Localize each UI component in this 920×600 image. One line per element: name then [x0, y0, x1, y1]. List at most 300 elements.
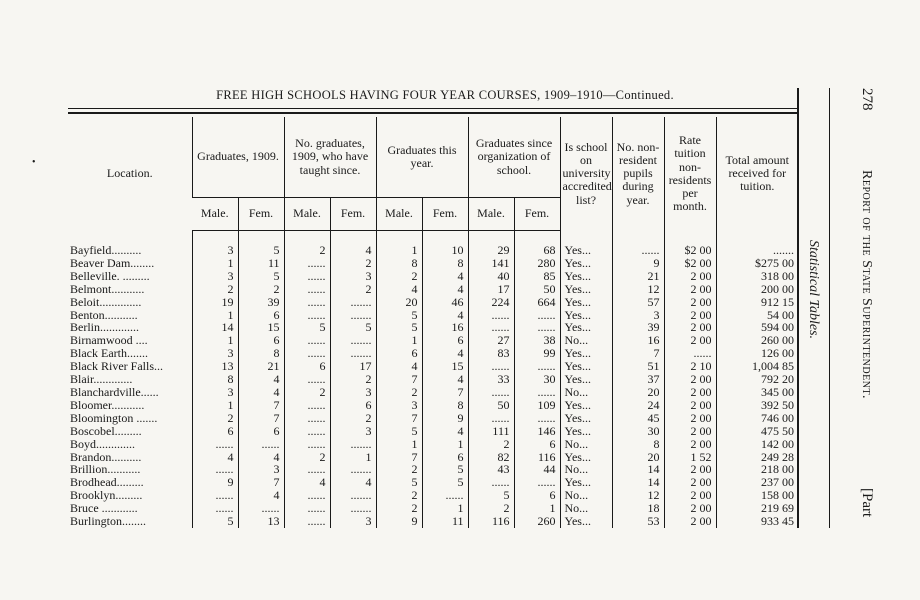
data-cell: 5	[376, 321, 422, 334]
data-cell: 141	[468, 257, 514, 270]
data-cell: ......	[514, 412, 560, 425]
data-cell: 392 50	[716, 399, 798, 412]
location-cell: Bayfield..........	[70, 244, 142, 257]
table-row	[68, 476, 798, 489]
data-cell: 2	[376, 463, 422, 476]
table-row	[68, 257, 798, 270]
data-cell: 1	[376, 438, 422, 451]
data-cell: 13	[192, 360, 238, 373]
data-cell: 5	[330, 321, 376, 334]
data-cell: 4	[330, 476, 376, 489]
margin-bullet: •	[32, 157, 36, 168]
data-cell: 5	[238, 244, 284, 257]
data-cell: 1	[192, 309, 238, 322]
data-cell: 19	[192, 296, 238, 309]
header-rate-tuition: Rate tuition non-residents per month.	[664, 117, 716, 231]
subheader-fem: Fem.	[514, 198, 560, 231]
data-cell: 2 10	[664, 360, 716, 373]
data-cell: ......	[468, 360, 514, 373]
section-label: Statistical Tables.	[806, 240, 821, 340]
data-cell: 21	[238, 360, 284, 373]
data-cell: 14	[612, 463, 664, 476]
table-row	[68, 283, 798, 296]
data-cell: 14	[612, 476, 664, 489]
data-cell: ......	[192, 489, 238, 502]
data-cell: 2 00	[664, 386, 716, 399]
data-cell: ......	[468, 412, 514, 425]
data-cell: 2	[376, 386, 422, 399]
location-cell: Belmont...........	[70, 282, 145, 296]
data-cell: 224	[468, 296, 514, 309]
location-cell: Bloomington .......	[70, 411, 158, 425]
data-cell: 9	[612, 257, 664, 270]
data-cell: 2	[192, 412, 238, 425]
data-cell: 85	[514, 270, 560, 283]
data-cell: 82	[468, 451, 514, 464]
location-cell: Boscobel.........	[70, 424, 142, 438]
data-cell: 219 69	[716, 502, 798, 515]
data-cell: 4	[422, 283, 468, 296]
header-graduates-this-year: Graduates this year.	[376, 117, 468, 198]
data-cell: 4	[238, 386, 284, 399]
data-cell: 4	[422, 373, 468, 386]
data-cell: ......	[612, 244, 664, 257]
table-row	[68, 309, 798, 322]
data-cell: 116	[514, 451, 560, 464]
data-cell: 2 00	[664, 373, 716, 386]
table-row	[68, 270, 798, 283]
data-cell: 5	[376, 425, 422, 438]
location-cell: Black River Falls...	[70, 360, 163, 374]
data-cell: 38	[514, 334, 560, 347]
data-cell: 5	[238, 270, 284, 283]
data-cell: 594 00	[716, 321, 798, 334]
data-cell: 318 00	[716, 270, 798, 283]
data-cell: 1	[330, 451, 376, 464]
data-cell: ......	[284, 296, 330, 309]
data-cell: ......	[284, 309, 330, 322]
data-cell: 16	[612, 334, 664, 347]
data-cell: 4	[238, 489, 284, 502]
data-cell: 2	[330, 257, 376, 270]
header-accredited: Is school on university accredited list?	[560, 117, 612, 231]
data-cell: $2 00	[664, 244, 716, 257]
subheader-fem: Fem.	[422, 198, 468, 231]
data-cell: 142 00	[716, 438, 798, 451]
data-cell: 2 00	[664, 425, 716, 438]
data-cell: 116	[468, 515, 514, 528]
data-cell: 54 00	[716, 309, 798, 322]
table-row	[68, 489, 798, 502]
data-cell: Yes...	[560, 399, 612, 412]
data-cell: 912 15	[716, 296, 798, 309]
data-cell: 2	[330, 412, 376, 425]
data-cell: 9	[376, 515, 422, 528]
data-cell: ......	[284, 334, 330, 347]
data-cell: 1	[422, 502, 468, 515]
data-cell: 4	[192, 451, 238, 464]
location-cell: Bloomer...........	[70, 398, 145, 412]
data-cell: 2	[468, 502, 514, 515]
table-row	[68, 463, 798, 476]
data-cell: 200 00	[716, 283, 798, 296]
data-cell: 1 52	[664, 451, 716, 464]
data-cell: 260	[514, 515, 560, 528]
data-cell: ......	[284, 373, 330, 386]
table-row	[68, 399, 798, 412]
data-cell: .......	[330, 463, 376, 476]
data-cell: 50	[514, 283, 560, 296]
data-cell: 5	[422, 463, 468, 476]
data-cell: Yes...	[560, 412, 612, 425]
location-cell: Brillion...........	[70, 463, 141, 477]
data-cell: 3	[376, 399, 422, 412]
data-cell: 30	[514, 373, 560, 386]
data-cell: 7	[238, 476, 284, 489]
data-cell: Yes...	[560, 451, 612, 464]
data-cell: 345 00	[716, 386, 798, 399]
data-cell: 2	[192, 283, 238, 296]
data-cell: 2	[330, 373, 376, 386]
data-cell: 3	[192, 270, 238, 283]
data-cell: 20	[376, 296, 422, 309]
data-cell: 29	[468, 244, 514, 257]
data-cell: ......	[468, 386, 514, 399]
table-body	[68, 231, 798, 528]
location-cell: Black Earth.......	[70, 347, 148, 361]
header-graduates-1909: Graduates, 1909.	[192, 117, 284, 198]
data-cell: 1	[514, 502, 560, 515]
data-cell: 9	[422, 412, 468, 425]
data-cell: 6	[514, 438, 560, 451]
data-cell: 2 00	[664, 476, 716, 489]
data-cell: 17	[468, 283, 514, 296]
data-cell: Yes...	[560, 283, 612, 296]
data-cell: 4	[330, 244, 376, 257]
data-cell: 44	[514, 463, 560, 476]
data-cell: ......	[468, 309, 514, 322]
data-cell: 6	[422, 334, 468, 347]
data-cell: 109	[514, 399, 560, 412]
data-cell: ......	[468, 476, 514, 489]
location-cell: Boyd.............	[70, 437, 136, 451]
data-cell: 3	[612, 309, 664, 322]
data-cell: 11	[422, 515, 468, 528]
data-cell: 1	[192, 334, 238, 347]
data-cell: 2 00	[664, 270, 716, 283]
data-cell: 2	[468, 438, 514, 451]
data-cell: 2 00	[664, 412, 716, 425]
table-row	[68, 347, 798, 360]
data-cell: 12	[612, 283, 664, 296]
data-cell: Yes...	[560, 360, 612, 373]
data-cell: 2 00	[664, 438, 716, 451]
data-cell: 7	[376, 451, 422, 464]
data-cell: 3	[238, 463, 284, 476]
location-cell: Brooklyn.........	[70, 489, 143, 503]
data-cell: 24	[612, 399, 664, 412]
location-cell: Beaver Dam........	[70, 256, 155, 270]
header-nonresident-pupils: No. non-resident pupils during year.	[612, 117, 664, 231]
data-cell: 5	[376, 476, 422, 489]
data-cell: 2	[330, 283, 376, 296]
data-cell: 2 00	[664, 399, 716, 412]
data-cell: 6	[330, 399, 376, 412]
data-cell: 12	[612, 489, 664, 502]
data-cell: 8	[238, 347, 284, 360]
data-cell: 1	[192, 399, 238, 412]
data-cell: 7	[376, 373, 422, 386]
location-cell: Benton...........	[70, 308, 138, 322]
data-cell: 50	[468, 399, 514, 412]
location-cell: Brodhead.........	[70, 476, 144, 490]
data-cell: 17	[330, 360, 376, 373]
data-cell: 9	[192, 476, 238, 489]
data-cell: 2	[238, 283, 284, 296]
data-cell: ......	[514, 321, 560, 334]
data-cell: 4	[422, 270, 468, 283]
data-cell: 2 00	[664, 283, 716, 296]
data-cell: 7	[612, 347, 664, 360]
data-cell: 6	[238, 309, 284, 322]
data-cell: 1	[422, 438, 468, 451]
data-cell: ......	[284, 283, 330, 296]
data-cell: 218 00	[716, 463, 798, 476]
data-cell: 6	[422, 451, 468, 464]
data-cell: 33	[468, 373, 514, 386]
part-label: [Part	[859, 488, 875, 518]
table-row	[68, 386, 798, 399]
data-cell: Yes...	[560, 296, 612, 309]
data-cell: 51	[612, 360, 664, 373]
data-cell: ......	[192, 502, 238, 515]
data-cell: .......	[716, 244, 798, 257]
data-cell: 20	[612, 386, 664, 399]
table-row	[68, 334, 798, 347]
data-cell: .......	[330, 334, 376, 347]
location-cell: Beloit..............	[70, 295, 142, 309]
data-cell: 6	[238, 334, 284, 347]
statistics-table	[68, 117, 798, 528]
data-cell: Yes...	[560, 425, 612, 438]
data-cell: 8	[422, 399, 468, 412]
table-row	[68, 360, 798, 373]
location-cell: Berlin.............	[70, 321, 139, 335]
data-cell: 20	[612, 451, 664, 464]
table-row	[68, 296, 798, 309]
location-cell: Blair.............	[70, 373, 133, 386]
data-cell: ......	[284, 412, 330, 425]
data-cell: 2 00	[664, 502, 716, 515]
data-cell: 4	[238, 451, 284, 464]
data-cell: 237 00	[716, 476, 798, 489]
table-row	[68, 425, 798, 438]
data-cell: 3	[330, 270, 376, 283]
data-cell: 3	[330, 425, 376, 438]
data-cell: 4	[422, 347, 468, 360]
data-cell: Yes...	[560, 244, 612, 257]
data-cell: 146	[514, 425, 560, 438]
running-head: Report of the State Superintendent.	[859, 170, 874, 400]
data-cell: 8	[192, 373, 238, 386]
subheader-male: Male.	[376, 198, 422, 231]
data-cell: 40	[468, 270, 514, 283]
data-cell: ......	[468, 321, 514, 334]
data-cell: .......	[330, 438, 376, 451]
data-cell: 5	[376, 309, 422, 322]
data-cell: 7	[376, 412, 422, 425]
data-cell: .......	[330, 309, 376, 322]
data-cell: 10	[422, 244, 468, 257]
data-cell: 475 50	[716, 425, 798, 438]
data-cell: 8	[612, 438, 664, 451]
page-title: FREE HIGH SCHOOLS HAVING FOUR YEAR COURSES, 1909–1910—Continued.	[216, 88, 674, 102]
location-cell: Bruce ............	[70, 502, 138, 516]
data-cell: 933 45	[716, 515, 798, 528]
subheader-fem: Fem.	[238, 198, 284, 231]
table-row	[68, 438, 798, 451]
data-cell: 4	[422, 309, 468, 322]
data-cell: 68	[514, 244, 560, 257]
data-cell: 158 00	[716, 489, 798, 502]
data-cell: 7	[238, 412, 284, 425]
data-cell: 2	[376, 489, 422, 502]
data-cell: 4	[376, 283, 422, 296]
data-cell: ......	[664, 347, 716, 360]
data-cell: 6	[376, 347, 422, 360]
data-cell: 8	[422, 257, 468, 270]
data-cell: 45	[612, 412, 664, 425]
data-cell: ......	[284, 347, 330, 360]
data-cell: Yes...	[560, 373, 612, 386]
data-cell: 3	[192, 386, 238, 399]
data-cell: 43	[468, 463, 514, 476]
table-row	[68, 502, 798, 515]
data-cell: No...	[560, 463, 612, 476]
data-cell: .......	[330, 296, 376, 309]
data-cell: 39	[612, 321, 664, 334]
data-cell: 2 00	[664, 463, 716, 476]
location-cell: Burlington........	[70, 515, 147, 528]
data-cell: ......	[514, 309, 560, 322]
table-row	[68, 515, 798, 528]
data-cell: 11	[238, 257, 284, 270]
data-cell: 2 00	[664, 309, 716, 322]
header-taught-since: No. graduates, 1909, who have taught since.	[284, 117, 376, 198]
data-cell: 13	[238, 515, 284, 528]
spacer-row	[68, 231, 798, 245]
data-cell: 1	[376, 334, 422, 347]
data-cell: .......	[330, 502, 376, 515]
data-cell: ......	[284, 399, 330, 412]
data-cell: 6	[192, 425, 238, 438]
data-cell: Yes...	[560, 321, 612, 334]
table-row	[68, 373, 798, 386]
data-cell: ......	[192, 438, 238, 451]
location-cell: Blanchardville......	[70, 385, 159, 399]
data-cell: Yes...	[560, 476, 612, 489]
data-cell: No...	[560, 438, 612, 451]
data-cell: 14	[192, 321, 238, 334]
data-cell: 1	[376, 244, 422, 257]
data-cell: 6	[284, 360, 330, 373]
data-cell: ......	[284, 425, 330, 438]
data-cell: 57	[612, 296, 664, 309]
data-cell: ......	[514, 386, 560, 399]
data-cell: 792 20	[716, 373, 798, 386]
data-cell: 7	[238, 399, 284, 412]
header-graduates-since-organization: Graduates since organization of school.	[468, 117, 560, 198]
location-cell: Belleville. .........	[70, 269, 150, 283]
data-cell: Yes...	[560, 257, 612, 270]
data-cell: .......	[330, 347, 376, 360]
data-cell: 280	[514, 257, 560, 270]
top-rule-thick	[68, 112, 798, 114]
data-cell: No...	[560, 489, 612, 502]
data-cell: 2	[376, 502, 422, 515]
data-cell: 2 00	[664, 296, 716, 309]
table-row	[68, 321, 798, 334]
table-row	[68, 451, 798, 464]
data-cell: 5	[192, 515, 238, 528]
data-cell: 18	[612, 502, 664, 515]
data-cell: ......	[284, 257, 330, 270]
data-cell: Yes...	[560, 515, 612, 528]
data-cell: ......	[284, 438, 330, 451]
data-cell: No...	[560, 502, 612, 515]
data-cell: 46	[422, 296, 468, 309]
data-cell: 249 28	[716, 451, 798, 464]
data-cell: 2	[284, 451, 330, 464]
data-cell: 2 00	[664, 515, 716, 528]
edge-rule	[829, 88, 830, 528]
data-cell: 2 00	[664, 334, 716, 347]
data-cell: 3	[330, 515, 376, 528]
data-cell: 6	[238, 425, 284, 438]
data-cell: ......	[514, 360, 560, 373]
data-cell: ......	[284, 270, 330, 283]
data-cell: ......	[422, 489, 468, 502]
data-cell: 16	[422, 321, 468, 334]
data-cell: 126 00	[716, 347, 798, 360]
data-cell: 39	[238, 296, 284, 309]
data-cell: No...	[560, 386, 612, 399]
subheader-fem: Fem.	[330, 198, 376, 231]
data-cell: No...	[560, 334, 612, 347]
subheader-male: Male.	[468, 198, 514, 231]
data-cell: 2	[284, 386, 330, 399]
data-cell: 3	[192, 347, 238, 360]
data-cell: 2 00	[664, 321, 716, 334]
header-total-tuition: Total amount received for tuition.	[716, 117, 798, 231]
table-row	[68, 244, 798, 257]
data-cell: $2 00	[664, 257, 716, 270]
data-cell: 21	[612, 270, 664, 283]
data-cell: ......	[514, 476, 560, 489]
subheader-male: Male.	[284, 198, 330, 231]
data-cell: 5	[284, 321, 330, 334]
table-row	[68, 412, 798, 425]
data-cell: 2	[284, 244, 330, 257]
data-cell: ......	[192, 463, 238, 476]
data-cell: 8	[376, 257, 422, 270]
data-cell: 111	[468, 425, 514, 438]
data-cell: 4	[284, 476, 330, 489]
data-cell: 83	[468, 347, 514, 360]
data-cell: 1,004 85	[716, 360, 798, 373]
data-cell: 30	[612, 425, 664, 438]
data-cell: 15	[238, 321, 284, 334]
